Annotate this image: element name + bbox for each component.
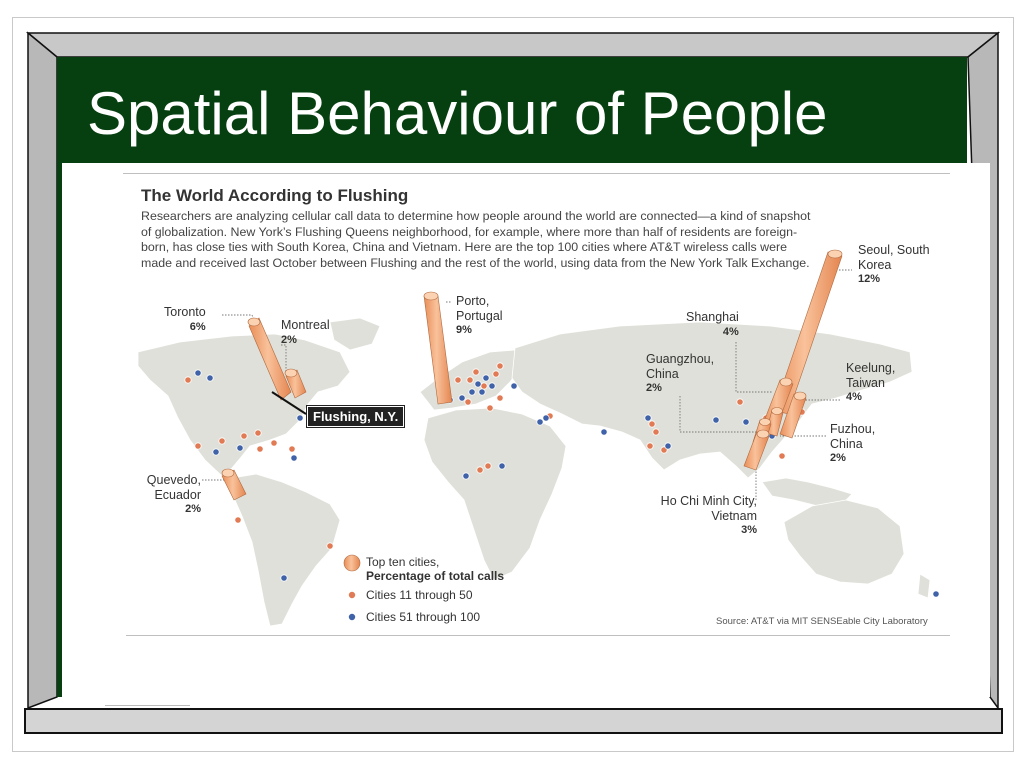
legend-marks [344, 555, 360, 621]
label-toronto: Toronto 6% [164, 305, 206, 333]
bottom-rule [126, 635, 950, 636]
nz-land [918, 574, 930, 598]
australia-land [784, 500, 904, 584]
label-quevedo: Quevedo, Ecuador 2% [146, 473, 201, 515]
south-america-land [232, 474, 340, 626]
legend-mid: Cities 11 through 50 [366, 588, 473, 602]
land-masses [138, 318, 930, 626]
legend-low: Cities 51 through 100 [366, 610, 481, 624]
bottom-tray [24, 708, 1003, 734]
figure-title: The World According to Flushing [141, 186, 409, 205]
source-note: Source: AT&T via MIT SENSEable City Laboratory [716, 616, 928, 627]
legend-top-ten: Top ten cities, Percentage of total calls [366, 555, 505, 583]
label-porto: Porto, Portugal 9% [456, 294, 503, 336]
greenland-land [330, 318, 380, 350]
label-montreal: Montreal 2% [281, 318, 330, 346]
label-seoul: Seoul, South Korea 12% [858, 243, 930, 285]
label-fuzhou: Fuzhou, China 2% [830, 422, 876, 464]
label-guangzhou: Guangzhou, China 2% [646, 352, 715, 394]
figure-description: Researchers are analyzing cellular call data to determine how people around the world are connected—a kind of snapshot of globalization. New York’s Flushing Queens neighborhood, for example, where more than half of residents are foreign-born, has close ties with South Korea, China and Vietnam. Here are the top 100 cities where AT&T wireless calls were made and received last October between Flushing and the rest of the world, using data from the New York Talk Exchange. [141, 209, 811, 270]
divider [105, 705, 190, 706]
slide-title: Spatial Behaviour of People [87, 80, 828, 147]
label-hcmc: Ho Chi Minh City, Vietnam 3% [660, 494, 757, 536]
label-shanghai: Shanghai 4% [686, 310, 739, 338]
flushing-label: Flushing, N.Y. [307, 406, 404, 427]
north-america-land [138, 334, 350, 476]
label-keelung: Keelung, Taiwan 4% [846, 361, 896, 403]
